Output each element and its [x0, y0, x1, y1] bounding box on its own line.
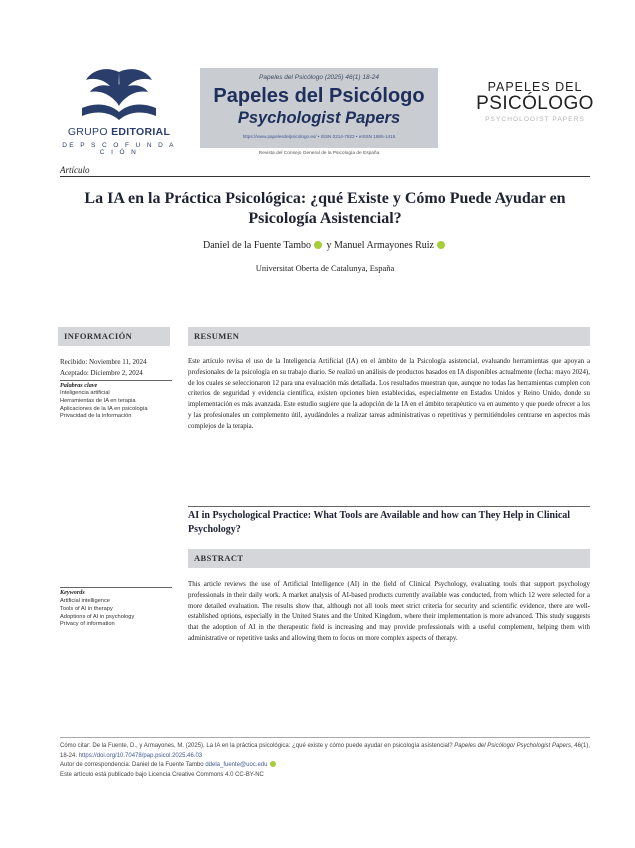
- journal-subtitle: Revista del Consejo General de la Psicología de España: [258, 151, 380, 156]
- resumen-text: Este artículo revisa el uso de la Inteligencia Artificial (IA) en el ámbito de la Psicología asistencial, evaluando herramientas que apoyan a profesionales de la psicología en su trabajo diario. Se realizó un análisis de productos basados en IA disponibles actualmente (fecha: mayo 2024), de los cuales se seleccionaron 12 para una evaluación más detallada. Los resultados muestran que, aunque no todas las herramientas cumplen con criterios de seguridad y evidencia científica, existen opciones bien establecidas, especialmente en Estados Unidos y Reino Unido, donde su implementación es más avanzada. Este estudio sugiere que la adopción de la IA en el ámbito terapéutico va en aumento y que puede ofrecer a los y las profesionales un complemento útil, ayudándoles a realizar tareas administrativas o repetitivas y permitiéndoles centrarse en aspectos más complejos de la terapia.: [188, 358, 590, 430]
- received-date: Recibido: Noviembre 11, 2024: [60, 358, 147, 366]
- english-title: AI in Psychological Practice: What Tools are Available and how can They Help in Clinical Psychology?: [188, 510, 571, 535]
- abstract-heading: ABSTRACT: [188, 549, 590, 568]
- keyword: Privacy of information: [60, 621, 115, 628]
- publisher-subname: DE P S C O F U N D A C I Ó N: [62, 142, 176, 156]
- orcid-icon[interactable]: [314, 241, 322, 249]
- info-heading: INFORMACIÓN: [58, 327, 170, 346]
- author-name: Daniel de la Fuente Tambo: [203, 240, 311, 251]
- english-section-divider: [188, 506, 590, 507]
- keyword: Privacidad de la información: [60, 413, 132, 420]
- author-name: Manuel Armayones Ruiz: [334, 240, 434, 251]
- keyword: Herramientas de IA en terapia: [60, 397, 136, 404]
- issn-line[interactable]: https://www.papelesdelpsicologo.es/ • ISSN 0214-7823 • eISSN 1886-1415: [242, 134, 396, 139]
- license: Este artículo está publicado bajo Licencia Creative Commons 4.0 CC-BY-NC: [60, 771, 264, 778]
- keyword: Inteligencia artificial: [60, 390, 110, 396]
- publisher-logo: [58, 66, 178, 158]
- sidebar-divider: [60, 380, 172, 381]
- keywords-es: [60, 390, 178, 421]
- book-leaf-icon: [78, 66, 160, 126]
- citation: Cómo citar: De la Fuente, D., y Armayones, M. (2025). La IA en la práctica psicológica: ¿qué existe y cómo puede ayudar en psicología asistencial? Papeles del Psicólogo/ Psychologist Papers, 46(1), 18-24. https://doi.org/10.70478/pap.psicol.2025.46.03: [60, 743, 590, 759]
- article-type: Artículo: [60, 165, 90, 175]
- footer-divider: [60, 737, 590, 738]
- doi-link[interactable]: https://doi.org/10.70478/pap.psicol.2025.46.03: [78, 752, 203, 759]
- orcid-icon[interactable]: [437, 241, 445, 249]
- publisher-name: GRUPO EDITORIAL: [67, 126, 171, 138]
- keywords-title-en: Keywords: [60, 589, 85, 596]
- journal-logo-line2: PSICÓLOGO: [476, 93, 594, 114]
- journal-logo-line3: PSYCHOLOGIST PAPERS: [485, 116, 585, 123]
- journal-masthead: [200, 68, 438, 148]
- keyword: Adoptions of AI in psychology: [60, 613, 135, 620]
- keyword: Tools of AI in therapy: [60, 605, 113, 612]
- orcid-icon[interactable]: [270, 761, 276, 767]
- journal-logo-line1: PAPELES DEL: [487, 80, 583, 94]
- volume-line: Papeles del Psicólogo (2025) 46(1) 18-24: [259, 74, 379, 81]
- header-divider: [60, 176, 590, 177]
- journal-title-es: Papeles del Psicólogo: [213, 85, 425, 107]
- footer: [60, 742, 590, 780]
- keywords-title-es: Palabras clave: [60, 382, 98, 389]
- author-list: [60, 240, 590, 251]
- abstract-text: This article reviews the use of Artificial Intelligence (AI) in the field of Clinical Psychology, evaluating tools that support psychology professionals in their daily work. A market analysis of AI-based products currently available was conducted, from which 12 were selected for a more detailed evaluation. The results show that, although not all tools meet strict criteria for security and scientific evidence, there are well-established options, especially in the United States and the United Kingdom, where their implementation is more advanced. This study suggests that the adoption of AI in the therapeutic field is increasing and may provide professionals with a useful complement, helping them with administrative or repetitive tasks and allowing them to focus on more complex aspects of therapy.: [188, 581, 590, 642]
- article-title: La IA en la Práctica Psicológica: ¿qué Existe y Cómo Puede Ayudar en Psicología Asistencial?: [84, 190, 566, 227]
- resumen-heading: RESUMEN: [188, 327, 590, 346]
- accepted-date: Aceptado: Diciembre 2, 2024: [60, 368, 143, 377]
- keyword: Artificial intelligence: [60, 598, 110, 604]
- affiliation: Universitat Oberta de Catalunya, España: [255, 263, 395, 273]
- keywords-en: [60, 598, 178, 629]
- article-dates: [60, 357, 172, 378]
- journal-title-en: Psychologist Papers: [237, 109, 401, 127]
- journal-logo: [470, 80, 600, 123]
- sidebar-divider: [60, 587, 172, 588]
- correspondence: Autor de correspondencia: Daniel de la Fuente Tambo ddela_fuente@uoc.edu: [60, 761, 590, 771]
- email-link[interactable]: ddela_fuente@uoc.edu: [205, 762, 268, 769]
- author-connector: y: [326, 240, 332, 251]
- keyword: Aplicaciones de la IA en psicología: [60, 405, 148, 412]
